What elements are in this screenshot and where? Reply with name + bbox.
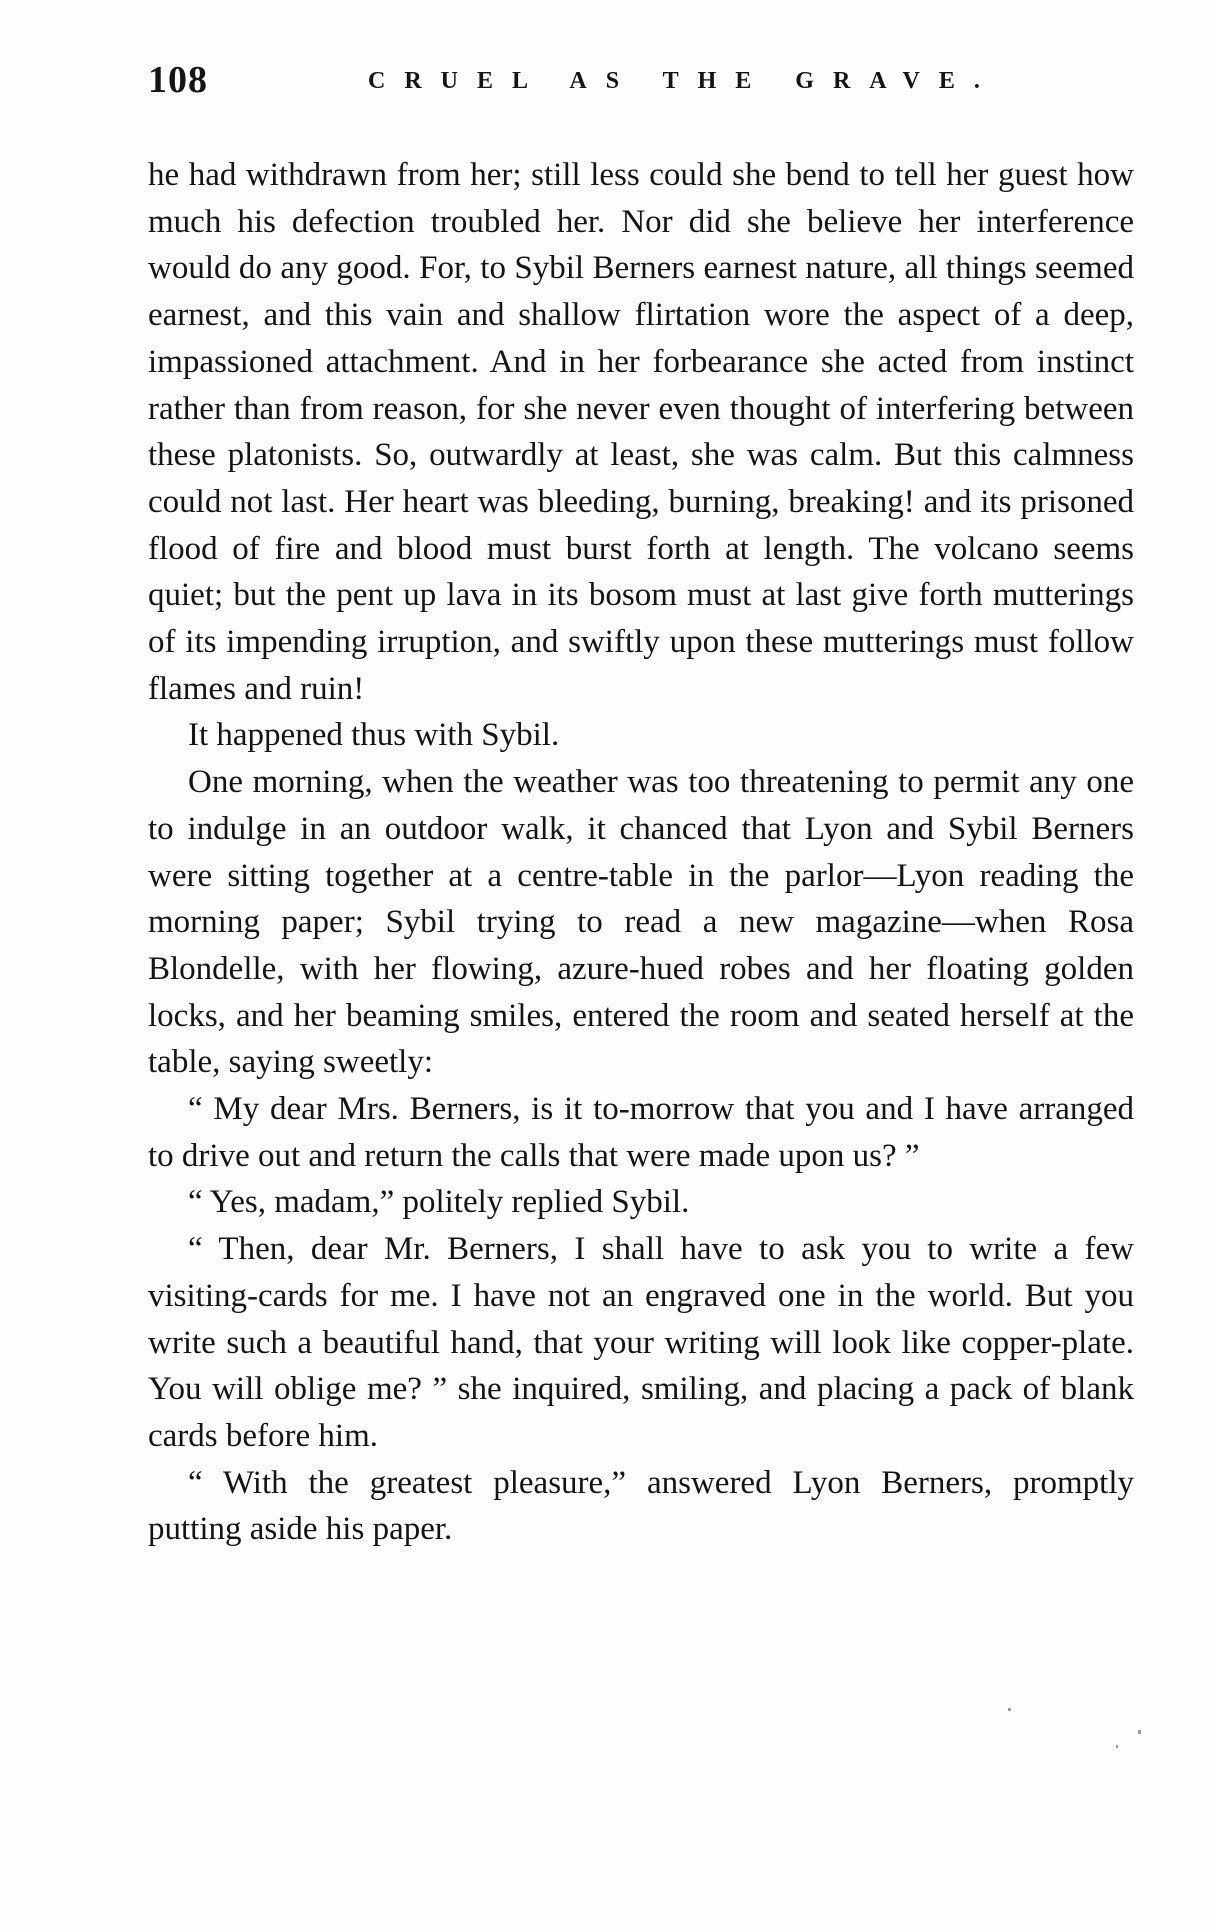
- dialogue-rosa-question: “ My dear Mrs. Berners, is it to-morrow that you and I have arranged to drive out and return the calls that were made upon us? ”: [148, 1091, 1134, 1174]
- page-body: [148, 152, 1134, 1553]
- dialogue-rosa-request: “ Then, dear Mr. Berners, I shall have to ask you to write a few visiting-cards for me. I have not an engraved one in the world. But you write such a beautiful hand, that your writing will look like copper-plate. You will oblige me? ” she inquired, smiling, and placing a pack of blank cards before him.: [148, 1231, 1134, 1454]
- paragraph-one-morning: One morning, when the weather was too threatening to permit any one to indulge in an outdoor walk, it chanced that Lyon and Sybil Berners were sitting together at a centre-table in the parlor—Lyon reading the morning paper; Sybil trying to read a new magazine—when Rosa Blondelle, with her flowing, azure-hued robes and her floating golden locks, and her beaming smiles, entered the room and seated herself at the table, saying sweetly:: [148, 764, 1134, 1081]
- scan-speck: [1138, 1730, 1141, 1734]
- running-title: CRUEL AS THE GRAVE.: [368, 68, 999, 94]
- dialogue-lyon-reply: “ With the greatest pleasure,” answered Lyon Berners, promptly putting aside his paper.: [148, 1464, 1134, 1548]
- page-header: [148, 58, 1148, 118]
- scan-speck: [1008, 1708, 1011, 1711]
- page-number: 108: [148, 59, 208, 101]
- scan-speck: [1116, 1745, 1118, 1748]
- dialogue-sybil-reply: “ Yes, madam,” politely replied Sybil.: [188, 1184, 690, 1221]
- paragraph-continuation: he had withdrawn from her; still less could she bend to tell her guest how much his defection troubled her. Nor did she believe her interference would do any good. For, to Sybil Berners earnest nature, all things seemed earnest, and this vain and shallow flirtation wore the aspect of a deep, impassioned attachment. And in her forbearance she acted from instinct rather than from reason, for she never even thought of interfering between these platonists. So, outwardly at least, she was calm. But this calmness could not last. Her heart was bleeding, burning, breaking! and its prisoned flood of fire and blood must burst forth at length. The volcano seems quiet; but the pent up lava in its bosom must at last give forth mutterings of its impending irruption, and swiftly upon these mutterings must follow flames and ruin!: [148, 157, 1134, 707]
- paragraph-it-happened: It happened thus with Sybil.: [188, 717, 560, 754]
